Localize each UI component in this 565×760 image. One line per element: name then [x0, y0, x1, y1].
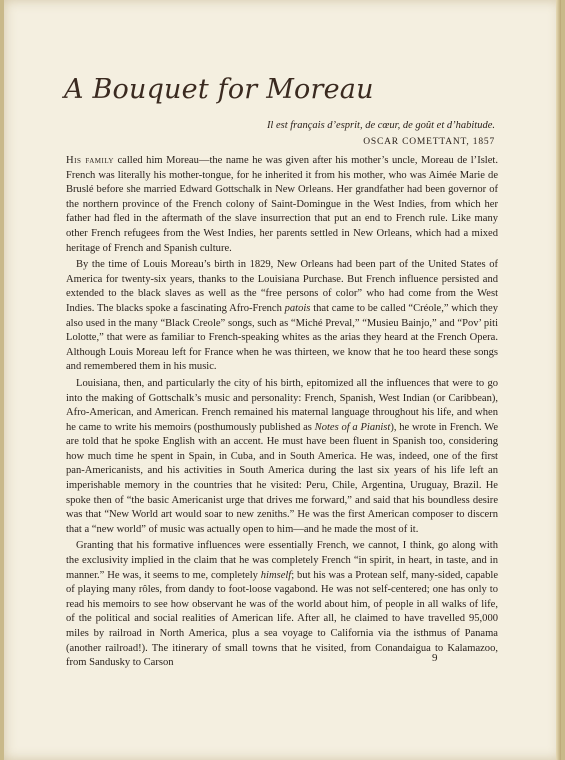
- epigraph-author: OSCAR COMETTANT,: [363, 137, 470, 147]
- paragraph-lead-in: His family: [66, 155, 114, 166]
- paragraph-text: Louisiana, then, and particularly the city of his birth, epitomized all the influences that were to go into the making of Gottschalk’s music and personality: French, Spanish, West Indian (or Caribbean), Afro-American, and American. French remained his maternal language throughout his life, and when he came to write his memoirs (posthumously published as: [66, 377, 498, 433]
- paragraph-text: By the time of Louis Moreau’s birth in 1829, New Orleans had been part of the United States of America for twenty-six years, thanks to the Louisiana Purchase. But French influence persisted and extended to the black slaves as well as the “free persons of color” who had come from the West Indies. The blacks spoke a fascinating Afro-French: [66, 259, 498, 314]
- paragraph-3: [66, 377, 498, 538]
- page-edge: [556, 0, 561, 760]
- chapter-body: [66, 154, 498, 673]
- epigraph-quote: Il est français d’esprit, de cœur, de goût et d’habitude.: [266, 120, 495, 131]
- paragraph-text: that came to be called “Créole,” which they also used in the many “Black Creole” songs, such as “Miché Preval,” “Musieu Bainjo,” and “Pov’ piti Lolotte,” that were as familiar to French-speaking whites as the arias they heard at the French Opera. Although Louis Moreau left for France when he was thirteen, we know that he too heard these songs and remembered them in his music.: [66, 302, 498, 373]
- paragraph-1: [66, 154, 498, 256]
- epigraph-attribution: [363, 137, 495, 147]
- italic-emphasis: himself: [260, 569, 292, 581]
- italic-title: Notes of a Pianist: [314, 421, 391, 433]
- paragraph-text: ), he wrote in French. We are told that he spoke English with an accent. He must have been fluent in Spanish too, considering how much time he spent in Spain, in Cuba, and in South America. He was, indeed, one of the first pan-Americanists, and his activities in South America during the last six years of his life left an imperishable memory in the countries that he visited: Peru, Chile, Argentina, Uruguay, Brazil. He spoke then of “the basic Americanist urge that drives me forward,” and said that his boundless desire was that “New World art would soar to new zeniths.” He was the first American composer to discern that a “new world” of music was actually open to him—and he made the most of it.: [66, 421, 499, 535]
- paragraph-text: ; but his was a Protean self, many-sided, capable of playing many rôles, from dandy to foot-loose vagabond. He was not self-centered; one has only to read his memoirs to see how observant he was of the world about him, of people in all walks of life, of the political and social realities of American life. After all, he claimed to have travelled 95,000 miles by railroad in North America, plus a sea voyage to California via the isthmus of Panama (another railroad!). The itinerary of small towns that he visited, from Conandaigua to Kalamazoo, from Sandusky to Carson: [66, 569, 498, 669]
- chapter-title: A Bouquet for Moreau: [64, 74, 374, 105]
- paragraph-text: Granting that his formative influences were essentially French, we cannot, I think, go along with the exclusivity implied in the claim that he was completely French “in spirit, in heart, in taste, and in manner.” He was, it seems to me, completely: [66, 540, 498, 581]
- epigraph-year: 1857: [472, 137, 495, 147]
- book-page: [4, 0, 561, 760]
- paragraph-text: called him Moreau—the name he was given after his mother’s uncle, Moreau de l’Islet. French was literally his mother-tongue, for he inherited it from his mother, who was Aimée Marie de Bruslé before she married Edward Gottschalk in New Orleans. Her grandfather had been governor of the northern province of the French colony of Saint-Domingue in the West Indies, from which her father had fled in the aftermath of the slave insurrection that put an end to French rule. Like many other French refugees from the West Indies, her parents settled in New Orleans, which had a mixed heritage of French and Spanish culture.: [66, 155, 498, 254]
- italic-term: patois: [284, 302, 311, 314]
- paragraph-2: [66, 258, 498, 375]
- page-number: 9: [432, 652, 438, 664]
